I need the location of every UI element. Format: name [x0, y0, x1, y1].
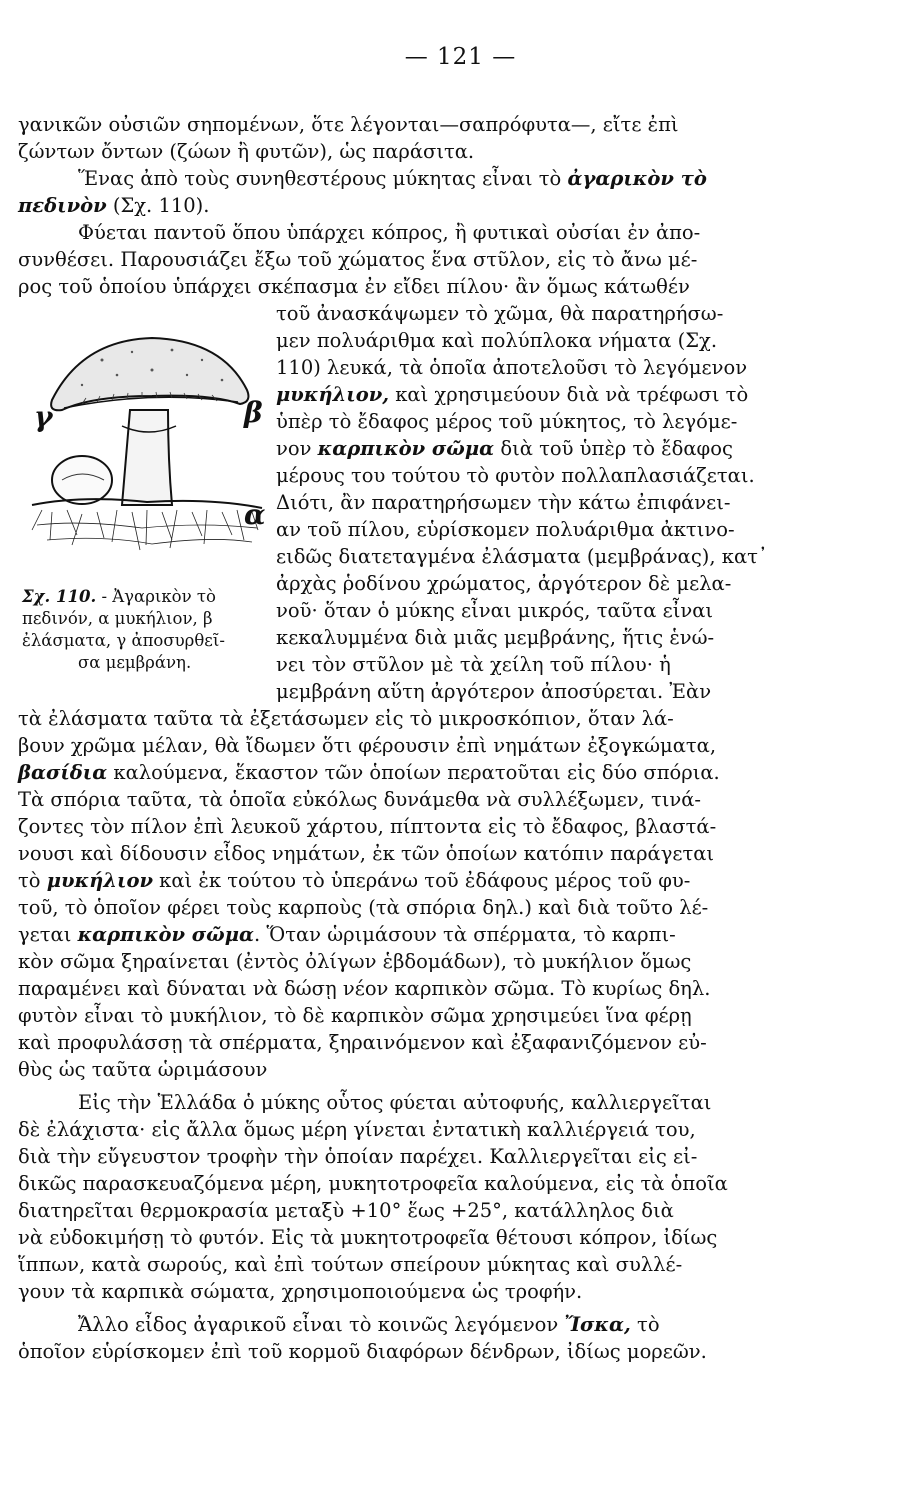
text-line: παραμένει καὶ δύναται νὰ δώσῃ νέον καρπικὸν σῶμα. Τὸ κυρίως δηλ. — [18, 977, 711, 1000]
page-number: — 121 — — [404, 44, 517, 70]
text-line: μυκήλιον, καὶ χρησιμεύουν διὰ νὰ τρέφωσι τὸ — [276, 383, 749, 406]
emphasis-term: καρπικὸν σῶμα — [77, 923, 255, 946]
emphasis-term: πεδινὸν — [18, 194, 107, 217]
emphasis-term: καρπικὸν σῶμα — [317, 437, 495, 460]
emphasis-term: βασίδια — [18, 761, 108, 784]
text-line: ειδῶς διατεταγμένα ἐλάσματα (μεμβράνας), κατ᾽ — [276, 545, 768, 568]
text-line: βουν χρῶμα μέλαν, θὰ ἴδωμεν ὅτι φέρουσιν ἐπὶ νημάτων ἐξογκώματα, — [18, 734, 717, 757]
text-line: θὺς ὡς ταῦτα ὡριμάσουν — [18, 1058, 268, 1081]
mushroom-illustration — [22, 330, 272, 580]
text-line: νοῦ· ὅταν ὁ μύκης εἶναι μικρός, ταῦτα εἶναι — [276, 599, 714, 622]
figure-label-beta: β — [244, 396, 263, 429]
text-line: δικῶς παρασκευαζόμενα μέρη, μυκητοτροφεῖα καλούμενα, εἰς τὰ ὁποῖα — [18, 1172, 728, 1195]
text-line: καὶ προφυλάσσῃ τὰ σπέρματα, ξηραινόμενον καὶ ἐξαφανιζόμενον εὐ- — [18, 1031, 707, 1054]
text-line: τοῦ, τὸ ὁποῖον φέρει τοὺς καρποὺς (τὰ σπόρια δηλ.) καὶ διὰ τοῦτο λέ- — [18, 896, 709, 919]
emphasis-term: μυκήλιον, — [276, 383, 390, 406]
text-line: μεμβράνη αὕτη ἀργότερον ἀποσύρεται. Ἐὰν — [276, 680, 712, 703]
text-line: Φύεται παντοῦ ὅπου ὑπάρχει κόπρος, ἢ φυτικαὶ οὐσίαι ἐν ἀπο- — [78, 221, 701, 244]
text-line: μεν πολυάριθμα καὶ πολύπλοκα νήματα (Σχ. — [276, 329, 718, 352]
text-line: βασίδια καλούμενα, ἕκαστον τῶν ὁποίων περατοῦται εἰς δύο σπόρια. — [18, 761, 720, 784]
text-line: Ἕνας ἀπὸ τοὺς συνηθεστέρους μύκητας εἶναι τὸ ἀγαρικὸν τὸ — [78, 167, 707, 190]
text-line: Τὰ σπόρια ταῦτα, τὰ ὁποῖα εὐκόλως δυνάμεθα νὰ συλλέξωμεν, τινά- — [18, 788, 702, 811]
text-line: ἵππων, κατὰ σωρούς, καὶ ἐπὶ τούτων σπείρουν μύκητας καὶ συλλέ- — [18, 1253, 683, 1276]
text-line: ὑπὲρ τὸ ἔδαφος μέρος τοῦ μύκητος, τὸ λεγόμε- — [276, 410, 738, 433]
text-line: τὸ μυκήλιον καὶ ἐκ τούτου τὸ ὑπεράνω τοῦ ἐδάφους μέρος τοῦ φυ- — [18, 869, 691, 892]
text-line: φυτὸν εἶναι τὸ μυκήλιον, τὸ δὲ καρπικὸν σῶμα χρησιμεύει ἵνα φέρῃ — [18, 1004, 692, 1027]
text-line: τοῦ ἀνασκάψωμεν τὸ χῶμα, θὰ παρατηρήσω- — [276, 302, 724, 325]
text-line: ζοντες τὸν πίλον ἐπὶ λευκοῦ χάρτου, πίπτοντα εἰς τὸ ἔδαφος, βλαστά- — [18, 815, 717, 838]
text-line: Ἄλλο εἶδος ἀγαρικοῦ εἶναι τὸ κοινῶς λεγόμενον Ἴσκα, τὸ — [78, 1313, 660, 1336]
text-line: νουσι καὶ δίδουσιν εἶδος νημάτων, ἐκ τῶν ὁποίων κατόπιν παράγεται — [18, 842, 715, 865]
emphasis-term: Ἴσκα, — [564, 1313, 631, 1336]
figure-caption-line: ἐλάσματα, γ ἀποσυρθεῖ- — [22, 631, 225, 650]
text-line: συνθέσει. Παρουσιάζει ἔξω τοῦ χώματος ἕνα στῦλον, εἰς τὸ ἄνω μέ- — [18, 248, 698, 271]
emphasis-term: ἀγαρικὸν τὸ — [567, 167, 707, 190]
mushroom-figure — [22, 330, 272, 580]
text-line: ζώντων ὄντων (ζώων ἢ φυτῶν), ὡς παράσιτα. — [18, 140, 475, 163]
figure-label-alpha: α — [244, 498, 266, 531]
text-line: κὸν σῶμα ξηραίνεται (ἐντὸς ὀλίγων ἑβδομάδων), τὸ μυκήλιον ὅμως — [18, 950, 692, 973]
text-line: τὰ ἐλάσματα ταῦτα τὰ ἐξετάσωμεν εἰς τὸ μικροσκόπιον, ὅταν λά- — [18, 707, 674, 730]
text-line: Εἰς τὴν Ἑλλάδα ὁ μύκης οὗτος φύεται αὐτοφυής, καλλιεργεῖται — [78, 1091, 712, 1114]
text-line: ρος τοῦ ὁποίου ὑπάρχει σκέπασμα ἐν εἴδει πίλου· ἂν ὅμως κάτωθέν — [18, 275, 690, 298]
text-line: Διότι, ἂν παρατηρήσωμεν τὴν κάτω ἐπιφάνει- — [276, 491, 731, 514]
figure-caption-line: σα μεμβράνη. — [78, 653, 192, 672]
text-line: ὁποῖον εὑρίσκομεν ἐπὶ τοῦ κορμοῦ διαφόρων δένδρων, ἰδίως μορεῶν. — [18, 1340, 707, 1363]
text-line: διὰ τὴν εὔγευστον τροφὴν τὴν ὁποίαν παρέχει. Καλλιεργεῖται εἰς εἰ- — [18, 1145, 698, 1168]
figure-caption-line: Σχ. 110. - Ἀγαρικὸν τὸ — [22, 587, 216, 606]
text-line: γανικῶν οὐσιῶν σηπομένων, ὅτε λέγονται—σαπρόφυτα—, εἴτε ἐπὶ — [18, 113, 679, 136]
text-line: νον καρπικὸν σῶμα διὰ τοῦ ὑπὲρ τὸ ἔδαφος — [276, 437, 733, 460]
text-line: πεδινὸν (Σχ. 110). — [18, 194, 210, 217]
text-line: γουν τὰ καρπικὰ σώματα, χρησιμοποιούμενα ὡς τροφήν. — [18, 1280, 583, 1303]
text-line: μέρους του τούτου τὸ φυτὸν πολλαπλασιάζεται. — [276, 464, 755, 487]
text-line: κεκαλυμμένα διὰ μιᾶς μεμβράνης, ἥτις ἑνώ- — [276, 626, 715, 649]
text-line: γεται καρπικὸν σῶμα. Ὅταν ὡριμάσουν τὰ σπέρματα, τὸ καρπι- — [18, 923, 676, 946]
text-line: δὲ ἐλάχιστα· εἰς ἄλλα ὅμως μέρη γίνεται ἐντατικὴ καλλιέργειά του, — [18, 1118, 696, 1141]
text-line: 110) λευκά, τὰ ὁποῖα ἀποτελοῦσι τὸ λεγόμενον — [276, 356, 748, 379]
text-line: διατηρεῖται θερμοκρασία μεταξὺ +10° ἕως +25°, κατάλληλος διὰ — [18, 1199, 674, 1222]
text-line: νὰ εὐδοκιμήσῃ τὸ φυτόν. Εἰς τὰ μυκητοτροφεῖα θέτουσι κόπρον, ἰδίως — [18, 1226, 718, 1249]
figure-label-gamma: γ — [34, 400, 53, 433]
text-line: ἀρχὰς ῥοδίνου χρώματος, ἀργότερον δὲ μελα- — [276, 572, 732, 595]
emphasis-term: μυκήλιον — [46, 869, 153, 892]
text-line: αν τοῦ πίλου, εὑρίσκομεν πολυάριθμα ἀκτινο- — [276, 518, 735, 541]
figure-caption-line: πεδινόν, α μυκήλιον, β — [22, 609, 213, 628]
text-line: νει τὸν στῦλον μὲ τὰ χείλη τοῦ πίλου· ἡ — [276, 653, 671, 676]
